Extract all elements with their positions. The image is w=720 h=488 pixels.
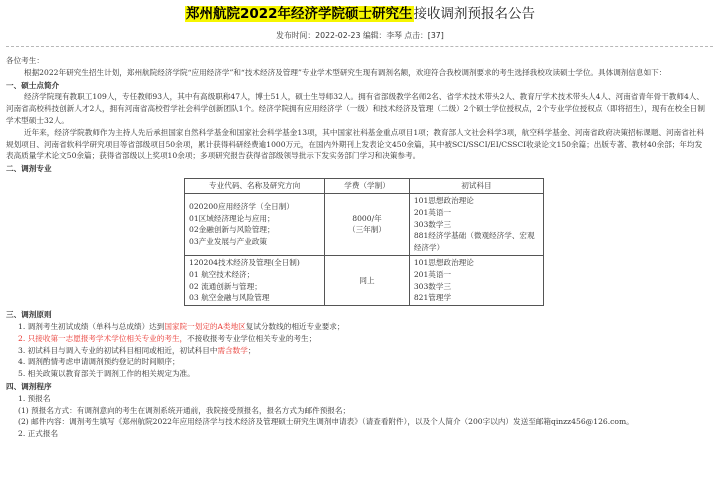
article-body [6,52,706,440]
fee-amount: 同上 [359,275,375,285]
subject-item: 201英语一 [413,207,452,217]
subject-item: 101思想政治理论 [413,195,474,205]
column-header: 专业代码、名称及研究方向 [185,178,325,193]
principle-item: 4. 调剂酌情考虑申请调剂预约登记的时间顺序； [18,357,180,367]
major-name: 020200应用经济学（全日制） [189,201,294,211]
direction-item: 01 航空技术经济； [189,269,255,279]
procedure-list [6,393,706,440]
page-title [0,3,720,25]
direction-item: 03产业发展与产业政策 [189,237,268,247]
majors-table [184,178,544,306]
table-row [185,193,544,255]
intro-paragraph: 根据2022年研究生招生计划，郑州航院经济学院“应用经济学”和“技术经济及管理”专业学术型研究生现有调剂名额，欢迎符合我校调剂要求的考生选择我校攻读硕士学位。具体调剂信息如下： [24,67,667,77]
subject-item: 881经济学基础（微观经济学、宏观经济学） [413,231,535,253]
direction-item: 02金融创新与风险管理； [189,225,275,235]
fee-cell [325,255,410,305]
fee-cell [325,193,410,255]
procedure-item: (2) 邮件内容：调剂考生填写《郑州航院2022年应用经济学与技术经济及管理硕士研究生调剂申请表》（请查看附件），以及个人简介（200字以内）发送至邮箱qinzz456@126.com。 [18,417,634,427]
fee-duration: （三年制） [348,225,386,235]
title-rest: 接收调剂预报名公告 [413,6,536,22]
direction-item: 01区域经济理论与应用； [189,213,275,223]
section-heading-intro: 一、硕士点简介 [6,80,60,90]
divider [6,46,713,47]
procedure-item: (1) 预报名方式：有调剂意向的考生在调剂系统开通前，我院接受预报名，报名方式为邮件预报名； [18,405,351,415]
post-meta: 发布时间：2022-02-23 编辑：李琴 点击：[37] [276,31,444,40]
subject-item: 821管理学 [413,293,452,303]
principle-item: 5. 相关政策以教育部关于调剂工作的相关规定为准。 [18,369,195,379]
title-highlight: 郑州航院2022年经济学院硕士研究生 [185,6,413,22]
research-paragraph: 近年来，经济学院教师作为主持人先后承担国家自然科学基金和国家社会科学基金13项，其中国家社科基金重点项目1项；教育部人文社会科学3项，航空科学基金、河南省政府决策招标课题、河南省社科规划项目、河南省软科学研究项目等省部级项目50余项，累计获得科研经费逾1000万元，在国内外期刊上发表论文450余篇，其中被SCI/SSCI/EI/CSSCI收录论文150余篇；出版专著、教材40余部；年均发表高质量学术论文50余篇；获得省部级以上奖项10余项；多项研究报告获得省部级领导批示下发实务部门学习和决策参考。 [6,127,704,161]
procedure-step: 1. 预报名 [18,393,51,403]
subject-item: 303数学三 [413,219,452,229]
subject-item: 101思想政治理论 [413,257,474,267]
major-cell [185,193,325,255]
subject-item: 201英语一 [413,269,452,279]
column-header: 学费（学制） [325,178,410,193]
direction-item: 02 流通创新与管理； [189,281,262,291]
section-heading-procedure: 四、调剂程序 [6,381,52,391]
principle-item: 2. 只接收第一志愿报考学术学位相关专业的考生，不接收报考专业学位相关专业的考生； [18,333,317,343]
table-row [185,255,544,305]
principles-list [6,321,706,380]
section-heading-majors: 二、调剂专业 [6,164,52,174]
subjects-cell [409,255,543,305]
procedure-step: 2. 正式报名 [18,429,59,439]
column-header: 初试科目 [409,178,543,193]
principle-item: 3. 初试科目与调入专业的初试科目相同或相近，初试科目中需含数学； [18,345,256,355]
principle-item: 1. 调剂考生初试成绩（单科与总成绩）达到国家院一划定的A类地区复试分数线的相近专业要求； [18,321,345,331]
subjects-cell [409,193,543,255]
faculty-paragraph: 经济学院现有教职工109人，专任教师93人，其中有高级职称47人，博士51人，硕士生导师32人。拥有省部级教学名师2名、省学术技术带头2人、教育厅学术技术带头人4人、河南省青年骨干教师4人、河南省高校科技创新人才2人，拥有河南省高校哲学社会科学创新团队1个。经济学院拥有应用经济学（一级）和技术经济及管理（二级）2个硕士学位授权点，2个专业学位授权点（即将招生），现有在校全日制学术型硕士32人。 [6,92,705,125]
table-header-row [185,178,544,193]
direction-item: 03 航空金融与风险管理 [189,293,270,303]
greeting: 各位考生： [6,56,44,65]
fee-amount: 8000/年 [352,213,382,223]
major-cell [185,255,325,305]
major-name: 120204技术经济及管理(全日制) [189,257,300,267]
section-heading-principles: 三、调剂原则 [6,310,52,320]
subject-item: 303数学三 [413,281,452,291]
